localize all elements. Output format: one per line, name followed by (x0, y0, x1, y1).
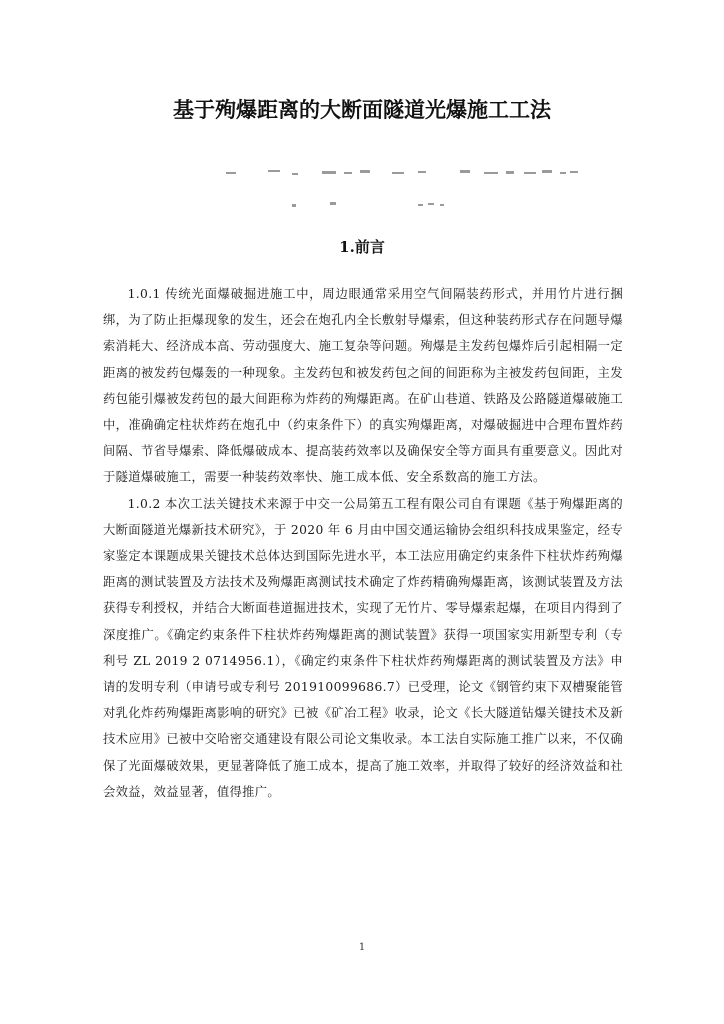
paragraph-2: 1.0.2 本次工法关键技术来源于中交一公局第五工程有限公司自有课题《基于殉爆距离的大断面隧道光爆新技术研究》，于 2020 年 6 月由中国交通运输协会组织科技成果鉴定，经专家鉴定本课题成果关键技术总体达到国际先进水平，本工法应用确定约束条件下柱状炸药殉爆距离的测试装置及方法技术及殉爆距离测试技术确定了炸药精确殉爆距离，该测试装置及方法获得专利授权，并结合大断面巷道掘进技术，实现了无竹片、零导爆索起爆，在项目内得到了深度推广。《确定约束条件下柱状炸药殉爆距离的测试装置》获得一项国家实用新型专利（专利号 ZL 2019 2 0714956.1），《确定约束条件下柱状炸药殉爆距离的测试装置及方法》申请的发明专利（申请号或专利号 201910099686.7）已受理，论文《钢管约束下双槽聚能管对乳化炸药殉爆距离影响的研究》已被《矿冶工程》收录，论文《长大隧道钻爆关键技术及新技术应用》已被中交哈密交通建设有限公司论文集收录。本工法自实际施工推广以来，不仅确保了光面爆破效果，更显著降低了施工成本，提高了施工效率，并取得了较好的经济效益和社会效益，效益显著，值得推广。 (103, 496, 623, 799)
smudge-mark (330, 202, 336, 205)
body-text (103, 281, 623, 805)
smudge-mark (418, 171, 426, 173)
smudge-mark (360, 170, 370, 173)
smudge-mark (560, 172, 566, 174)
section-heading: 1.前言 (339, 238, 385, 256)
smudge-mark (292, 204, 296, 207)
smudge-mark (524, 172, 536, 174)
smudge-mark (570, 171, 578, 173)
smudge-mark (292, 173, 298, 175)
smudge-mark (392, 172, 404, 174)
smudge-mark (322, 171, 336, 174)
page-number: 1 (358, 942, 366, 953)
smudge-mark (226, 172, 236, 174)
smudge-mark (418, 204, 423, 206)
smudge-mark (506, 171, 514, 174)
smudge-mark (344, 172, 352, 174)
smudge-mark (440, 204, 444, 206)
redacted-author-line (0, 160, 724, 220)
smudge-mark (428, 203, 434, 205)
smudge-mark (542, 170, 552, 173)
smudge-mark (460, 170, 470, 173)
smudge-mark (484, 172, 498, 174)
smudge-mark (268, 170, 280, 172)
document-title: 基于殉爆距离的大断面隧道光爆施工工法 (173, 97, 551, 122)
paragraph-1: 1.0.1 传统光面爆破掘进施工中，周边眼通常采用空气间隔装药形式，并用竹片进行捆绑，为了防止拒爆现象的发生，还会在炮孔内全长敷射导爆索，但这种装药形式存在问题导爆索消耗大、经济成本高、劳动强度大、施工复杂等问题。殉爆是主发药包爆炸后引起相隔一定距离的被发药包爆轰的一种现象。主发药包和被发药包之间的间距称为主被发药包间距，主发药包能引爆被发药包的最大间距称为炸药的殉爆距离。在矿山巷道、铁路及公路隧道爆破施工中，准确确定柱状炸药在炮孔中（约束条件下）的真实殉爆距离，对爆破掘进中合理布置炸药间隔、节省导爆索、降低爆破成本、提高装药效率以及确保安全等方面具有重要意义。因此对于隧道爆破施工，需要一种装药效率快、施工成本低、安全系数高的施工方法。 (103, 287, 623, 485)
